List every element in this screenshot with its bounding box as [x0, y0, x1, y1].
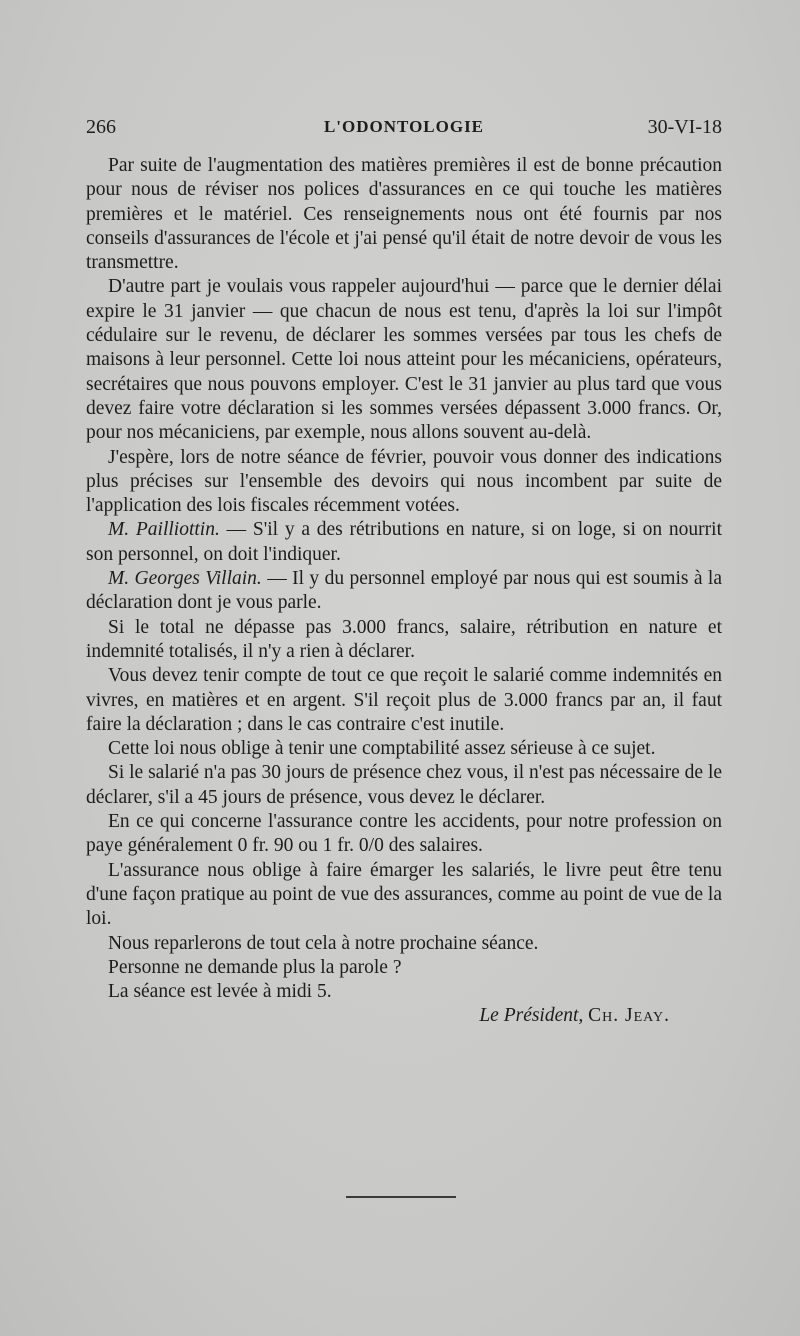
paragraph: Vous devez tenir compte de tout ce que reçoit le salarié comme indemnités en vivres, en matières et en argent. S'il reçoit plus de 3.000 francs par an, il faut faire la déclaration ; dans le cas contraire c'est inutile. [86, 665, 722, 735]
running-header [86, 116, 722, 146]
paragraph: Personne ne demande plus la parole ? [108, 956, 402, 978]
body-text [86, 154, 722, 1029]
paragraph: Par suite de l'augmentation des matières premières il est de bonne précaution pour nous de réviser nos polices d'assurances en ce qui touche les matières premières et le matériel. Ces renseignements nous ont été fournis par nos conseils d'assurances de l'école et j'ai pensé qu'il était de notre devoir de vous les transmettre. [86, 155, 722, 274]
issue-date: 30-VI-18 [647, 116, 722, 138]
journal-title: L'ODONTOLOGIE [323, 117, 485, 136]
paragraph: Si le total ne dépasse pas 3.000 francs, salaire, rétribution en nature et indemnité totalisés, il n'y a rien à déclarer. [86, 616, 722, 662]
signature-line [86, 1004, 722, 1028]
speaker-remark [86, 567, 722, 616]
paragraph: L'assurance nous oblige à faire émarger les salariés, le livre peut être tenu d'une façon pratique au point de vue des assurances, comme au point de vue de la loi. [86, 859, 722, 930]
closing-rule [346, 1196, 456, 1198]
paragraph: J'espère, lors de notre séance de février, pouvoir vous donner des indications plus précises sur l'ensemble des devoirs qui nous incombent par suite de l'application des lois fiscales récemment votées. [86, 446, 722, 517]
paragraph: En ce qui concerne l'assurance contre les accidents, pour notre profession on paye généralement 0 fr. 90 ou 1 fr. 0/0 des salaires. [86, 811, 722, 857]
remark-text: — S'il y a des rétributions en nature, si on loge, si on nourrit son personnel, on doit l'indiquer. [86, 519, 722, 565]
paragraph: Cette loi nous oblige à tenir une comptabilité assez sérieuse à ce sujet. [108, 738, 656, 760]
remark-text: — Il y du personnel employé par nous qui est soumis à la déclaration dont je vous parle. [86, 568, 722, 614]
speaker-remark [86, 518, 722, 567]
speaker-name: M. Georges Villain. [108, 568, 262, 590]
paragraph: D'autre part je voulais vous rappeler aujourd'hui — parce que le dernier délai expire le 31 janvier — que chacun de nous est tenu, d'après la loi sur l'impôt cédulaire sur le revenu, de déclarer les sommes versées par tous les chefs de maisons à leur personnel. Cette loi nous atteint pour les mécaniciens, opérateurs, secrétaires que nous pouvons employer. C'est le 31 janvier au plus tard que vous devez faire votre déclaration si les sommes versées dépassent 3.000 francs. Or, pour nos mécaniciens, par exemple, nous allons souvent au-delà. [86, 276, 722, 444]
paragraph: Nous reparlerons de tout cela à notre prochaine séance. [108, 932, 539, 954]
signature-role: Le Président, [479, 1005, 584, 1027]
speaker-name: M. Pailliottin. [108, 519, 220, 541]
paragraph: Si le salarié n'a pas 30 jours de présence chez vous, il n'est pas nécessaire de le déclarer, s'il a 45 jours de présence, vous devez le déclarer. [86, 762, 723, 808]
paragraph: La séance est levée à midi 5. [108, 981, 332, 1003]
page-number: 266 [86, 116, 116, 138]
signature-name: Ch. Jeay. [588, 1005, 670, 1027]
